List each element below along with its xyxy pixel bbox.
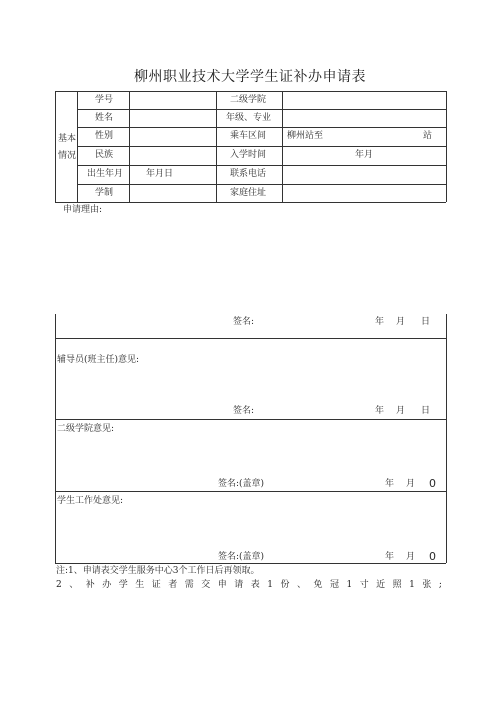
reason-sign-label: 签名:: [233, 317, 255, 327]
note-line-2-char: 照: [392, 580, 402, 590]
note-line-2-char: 张: [422, 580, 432, 590]
college-opinion-label: 二级学院意见:: [57, 424, 115, 434]
label-ethnicity: 民族: [95, 150, 114, 160]
note-line-2-char: 申: [217, 580, 227, 590]
field-birth-date[interactable]: 年月日: [146, 169, 174, 179]
note-line-2-char: 表: [250, 580, 260, 590]
reason-label: 申请理由:: [63, 205, 103, 215]
note-line-2-char: 学: [118, 580, 128, 590]
note-line-2-char: 1: [267, 580, 273, 590]
reason-date-day: 日: [421, 317, 431, 327]
college-date-month: 月: [406, 479, 416, 489]
label-phone: 联系电话: [230, 169, 267, 179]
label-name: 姓名: [95, 113, 114, 123]
reason-date-year: 年: [375, 317, 385, 327]
note-line-2-char: 1: [409, 580, 415, 590]
note-line-2-char: 需: [184, 580, 194, 590]
college-date-year: 年: [385, 479, 395, 489]
label-grade-major: 年级、专业: [226, 113, 272, 123]
note-line-2-char: 生: [135, 580, 145, 590]
label-program-length: 学制: [95, 188, 114, 198]
label-home-address: 家庭住址: [230, 188, 267, 198]
note-line-2-char: 、: [296, 580, 306, 590]
student-affairs-date-day: 0: [429, 550, 436, 563]
college-sign-label: 签名:(盖章): [218, 479, 265, 489]
form-title: 柳州职业技术大学学生证补办申请表: [134, 69, 366, 85]
field-enrollment-date[interactable]: 年月: [355, 150, 374, 160]
note-line-2-char: 补: [85, 580, 95, 590]
note-line-2: [56, 580, 442, 591]
note-line-2-char: ;: [438, 580, 442, 590]
label-college: 二级学院: [230, 95, 267, 105]
student-affairs-sign-label: 签名:(盖章): [218, 552, 265, 562]
note-line-2-char: 免: [313, 580, 323, 590]
counselor-date-month: 月: [396, 406, 406, 416]
note-line-1: 注:1、申请表交学生服务中心3个工作日后再领取。: [56, 566, 260, 576]
basic-info-label-1: 基本: [58, 134, 77, 144]
label-enrollment-date: 入学时间: [230, 150, 267, 160]
note-line-2-char: 寸: [359, 580, 369, 590]
note-line-2-char: 、: [69, 580, 79, 590]
label-birth-date: 出生年月: [87, 169, 124, 179]
note-line-2-char: 交: [201, 580, 211, 590]
counselor-sign-label: 签名:: [233, 406, 255, 416]
label-gender: 性别: [95, 131, 114, 141]
field-train-route-start[interactable]: 柳州站至: [287, 131, 324, 141]
note-line-2-char: 份: [280, 580, 290, 590]
note-line-2-char: 办: [102, 580, 112, 590]
counselor-date-day: 日: [421, 406, 431, 416]
note-line-2-char: 2: [56, 580, 62, 590]
note-line-2-char: 者: [168, 580, 178, 590]
student-affairs-opinion-label: 学生工作处意见:: [57, 496, 124, 506]
counselor-opinion-label: 辅导员(班主任)意见:: [57, 355, 140, 365]
basic-info-label-2: 情况: [58, 151, 77, 161]
note-line-2-char: 请: [234, 580, 244, 590]
reason-date-month: 月: [396, 317, 406, 327]
student-affairs-date-month: 月: [406, 552, 416, 562]
note-line-2-char: 证: [151, 580, 161, 590]
counselor-date-year: 年: [375, 406, 385, 416]
label-student-id: 学号: [95, 95, 114, 105]
note-line-2-char: 近: [376, 580, 386, 590]
note-line-2-char: 1: [346, 580, 353, 590]
student-affairs-date-year: 年: [385, 552, 395, 562]
note-line-2-char: 冠: [329, 580, 339, 590]
label-train-route: 乘车区间: [230, 131, 267, 141]
field-train-route-end: 站: [423, 131, 433, 141]
college-date-day: 0: [429, 477, 436, 490]
